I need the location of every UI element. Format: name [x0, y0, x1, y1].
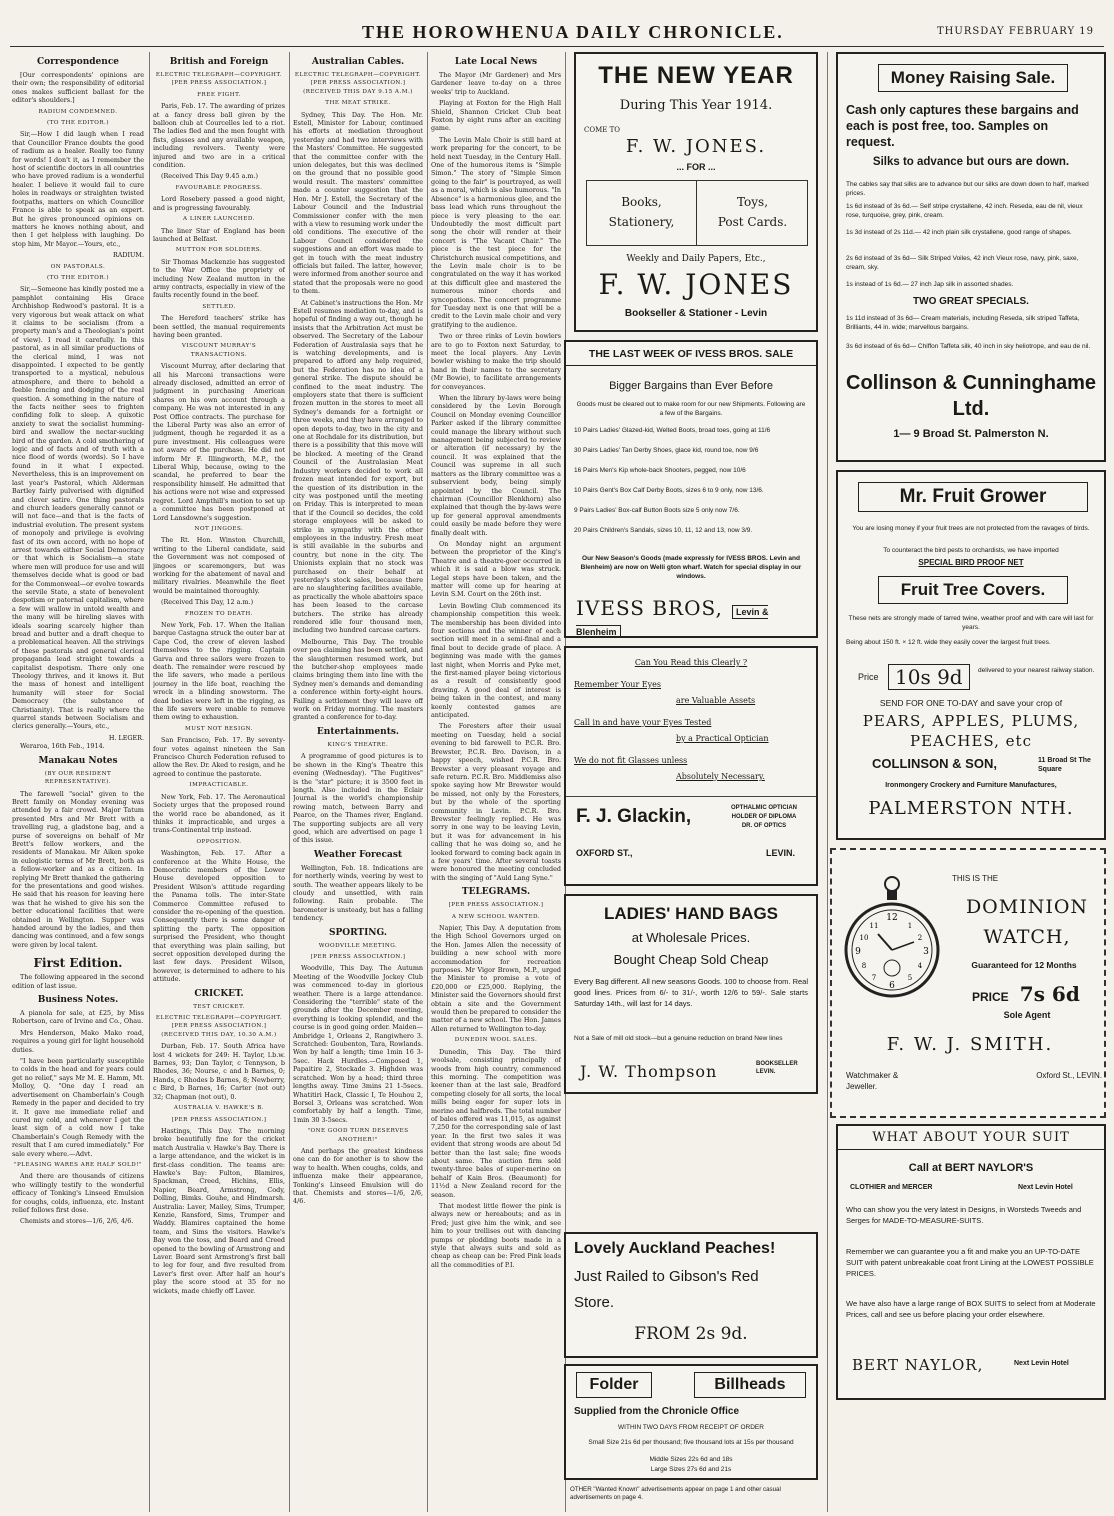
ad-street: OXFORD ST.,: [576, 848, 633, 858]
ad-firm-name: Collinson & Cunninghame: [846, 372, 1096, 394]
ad-fruits: PEACHES, etc: [910, 732, 1032, 750]
section-heading: Entertainments.: [316, 726, 400, 737]
article-title: ON PASTORALS.: [50, 263, 106, 270]
ad-subhead: Bought Cheap Sold Cheap: [613, 952, 769, 967]
ad-item: 9 Pairs Ladies' Box-calf Button Boots size 5 only now 7/6.: [574, 507, 740, 514]
ad-trade: CLOTHIER and MERCER: [850, 1184, 933, 1191]
article-body: Melbourne, This Day. The trouble over pea claiming has been settled, and the slaughtermen resumed work, but the butcher-shop employees made claims bringing them into line with the Sydney men's demands and demanding a conference within forty-eight hours. Failing a settlement they will leave off work on Friday morning. The masters granted a conference for to-day.: [293, 637, 423, 722]
ad-title-box: [878, 64, 1068, 92]
article-body: Playing at Foxton for the High Hall Shield, Shannon Cricket Club beat Foxton by eight runs after an exciting game.: [431, 99, 561, 133]
ad-text: You are losing money if your fruit trees are not protected from the ravages of birds.: [852, 525, 1090, 532]
ad-product: Post Cards.: [717, 215, 788, 229]
ad-title-bar: [838, 1126, 1104, 1150]
byline: (BY OUR RESIDENT REPRESENTATIVE).: [44, 770, 112, 786]
column-divider: [827, 52, 828, 1512]
section-heading: CRICKET.: [194, 988, 244, 999]
svg-text:6: 6: [889, 981, 895, 991]
ad-price-line: Middle Sizes 22s 6d and 18s: [649, 1456, 733, 1463]
article-body: That modest little flower the pink is always new or hereabouts; and as in Fred; just give him the wink, and see him to your trellises out with dancing pumps or plodding boots made in a style that always suits and sold as cheap as cheap can be: Fred Pink leads all the commodities of P.I.: [431, 1202, 561, 1269]
ad-title: Fruit Tree Covers.: [900, 580, 1046, 599]
section-heading: Weather Forecast: [313, 849, 403, 860]
ad-line: Absolutely Necessary.: [676, 772, 765, 781]
article-body: San Francisco, Feb. 17. By seventy-four votes against nineteen the San Francisco Church Federation refused to allow the Rev. Dr. Aked to resign, and he agreed to continue the pastorate.: [153, 736, 285, 778]
telegraph-notice: ELECTRIC TELEGRAPH—COPYRIGHT. [PER PRESS ASSOCIATION.] (RECEIVED THIS DAY 9.15 A.M.): [294, 72, 422, 95]
ad-text: Our New Season's Goods (made expressly for IVESS BROS. Levin and Blenheim) are now on Welli gton wharf. Watch for special display in our windows.: [580, 555, 802, 580]
section-heading: British and Foreign: [169, 57, 269, 67]
ad-body: We have also have a large range of BOX SUITS to select from at Moderate Prices, call and see us before placing your order elsewhere.: [846, 1299, 1096, 1319]
ad-hand-bags: [564, 894, 818, 1094]
signature: H. LEGER.: [108, 733, 144, 742]
ad-towns: Levin & Blenheim: [576, 607, 769, 637]
ad-title: Billheads: [714, 1376, 786, 1393]
ad-call: Call at BERT NAYLOR'S: [908, 1162, 1034, 1174]
ad-item: 30 Pairs Ladies' Tan Derby Shoes, glace kid, round toe, now 9/6: [574, 447, 759, 454]
article-body: Hastings, This Day. The morning broke beautifully fine for the cricket match Australia v. Hawke's Bay. There is a large attendance, and the wicket is in first-class condition. The teams are: Hawke's Bay: Fulton, Blamires, Spackman, Creed, Hichins, Ellis, Napier, Beard, Armstrong, Cody, Dolling, Bimks. Gouhe, and Hindmarsh. Australia: Laver, Mailey, Sims, Trumper, Kenzie, Ransford, Sims, Trumper and Waddy. Blamires captained the home team, and Sims the visitors. Hawke's Bay won the toss, and Beard and Creed opened to the bowling of Armstrong and Laver. Board sent Armstrong's first ball to leg for four, and five resulted from Laver's first over. After half an hour's play the score stood at 35 for no wickets, made chiefly off Laver.: [153, 1126, 285, 1295]
ad-subhead: Supplied from the Chronicle Office: [574, 1406, 740, 1417]
article-body: Sir,—Someone has kindly posted me a pamphlet containing His Grace Archbishop Redwood's pastoral. It is a very vigorous but weak attack on what it claims to be socialism (from a property man's and a Theologian's point of view). I read it carefully. In this pastoral, as in all similar productions of the clerical mind, I was not disappointed. I expected to be gently transported to a mystical, nebulous atmosphere, and there to behold a feeble fencing and dodging of the real question. A something in the nature of the facts neither sees to frighten confiding folk to sleep. A quixotic anxiety to swat the socialist humming-bird and swallow the nectar-sucking bird of the garden. A cold smothering of logic and of facts and of truth with a nice flood of words (words). So I have found in it what I expected. Nevertheless, this is an improvement on last year's Pastoral, which Alderman Bartley fairly pulverised with dignified and clever satire. One thing pastorals and church leaders generally cannot or will not face—and that is the facts of industrial evolution. The present system of monopoly and privilege is evolving fast of its own accord, with no hope of arrest towards either Social Democracy or that which is Socialism—a state where men will produce for use and will themselves decide what is good or bad for the Commonweal—or evolve towards the servile State, a state of benevolent despotism or paternal capitalism, where a few will wallow in untold wealth and the many will be hireling slaves with ideals soaring scarcely higher than bread and butter and a draft cheque to a problematical heaven. All the strivings of these pastorals and general clerical propaganda lead straight towards a capitalist despotism. There only one Theology thrives, and it knows it. But the mass of honest and intelligent humanity will steer for Social Democracy (the substance of Christianity). That is really where the quarrel stands between Socialism and clerics generally.—Yours, etc.,: [12, 285, 144, 731]
ad-price-label: PRICE: [972, 990, 1009, 1004]
ad-town: PALMERSTON NTH.: [868, 798, 1074, 819]
ad-line: Just Railed to Gibson's Red: [574, 1268, 759, 1285]
article-body: The Foresters after their usual meeting on Tuesday, held a social evening to bid farewell to P.C.R. Bro. Brewster, P.C.R. Bro. Davison, in a happy speech, wished P.C.R. Bro. Brewster a very pleasant voyage and safe return. P.C.R. Bro. Middlemiss also spoke saying how Mr Brewster would be missed, not only by the Foresters, but by the whole of the sporting community in Levin. P.C.R. Bro. Brewster feelingly replied. He was sorry in one way to be leaving Levin, but it was for advancement in his calling that he was doing so, and he looked forward to coming back again in a few years' time. After several toasts were honoured the meeting concluded with the singing of "Auld Lang Syne.": [431, 722, 561, 882]
to-editor: (TO THE EDITOR.): [46, 274, 109, 281]
article-body: Viscount Murray, after declaring that all his Marconi transactions were already disclosed, admitted an error of judgment in purchasing American shares on his own account through a company. He was not interested in any Post Office contracts. The purchase for the Liberal Party was also an error of judgment, though he regarded it as a pure investment. His colleagues were not aware of the purchase. He did not inform Mr F. Illingworth, M.P., the Liberal Whip, because, owing to the scandal, he preferred to bear the responsibility himself. He admitted that his actions were not wise and expressed regret. Lord Ampthill's motion to set up a committee has been postponed at Lord Lansdowne's suggestion.: [153, 362, 285, 522]
ad-firm-name: F. W. JONES: [598, 268, 794, 301]
ad-item: 10 Pairs Ladies' Glazed-kid, Welted Boots, broad toes, going at 11/6: [574, 427, 771, 434]
ad-price-line: Small Size 21s 6d per thousand; five thousand lots at 15s per thousand: [588, 1439, 794, 1446]
ad-title-box: [878, 576, 1068, 604]
pocket-watch-icon: [842, 870, 942, 1020]
ad-price: 7s 6d: [1019, 982, 1080, 1006]
ad-price-line: Large Sizes 27s 6d and 21s: [650, 1466, 732, 1473]
article-title: KING'S THEATRE.: [327, 741, 389, 748]
article-body: At Cabinet's instructions the Hon. Mr Estell resumes mediation to-day, and is hopeful of finding a way out, though he insists that the Arbitration Act must be observed. The Secretary of the Labour Federation of Australasia says that he is watching developments, and is prepared to afford any help required, but the Federation has no idea of a general strike. The dispute should be confined to the meat industry. The employers state that there is sufficient frozen mutton in the stores to meet all Sydney's demands for a fortnight or three weeks, and they have arranged to open depots to-day, two in the city and one at Rochdale for its distribution, but there is a possibility that this move will be blocked. A meeting of the Grand Council of the Australasian Meat Industry workers decided to work all frozen meat intended for export, but the question of its distribution in the city was postponed until the meeting on Friday. This is interpreted to mean that if the Council so decides, the cold storage employees will be asked to strike in sympathy with the other employees in the industry. Fresh meat is still available in the suburbs and country, but none in the city. The Unionists explain that no stock was purchased on their behalf at yesterday's stock sales, because there are no slaughtering facilities available, as practically the whole abattoirs space has been leased to the carcase butchers. The strike has already rendered idle four thousand men, including two hundred carcase carters.: [293, 298, 423, 635]
article-body: Sir,—How I did laugh when I read that Councillor France doubts the good of radium as a healer. Really too funny for words! I don't it, as I remember the host of scientific doctors in all countries who have proved radium is a wonderful healer. I believe it would fail to cure holes in roadways or straighten twisted footpaths, matters on which Councillor France is able to speak as an expert. But he gives pronounced opinions on matters he knows nothing about, and then I get helpless with laughing. Do stop him, Mr Mayor.—Yours, etc.,: [12, 130, 144, 248]
svg-text:4: 4: [917, 962, 923, 970]
received-note: (Received This Day, 12 a.m.): [161, 598, 254, 607]
ad-item: 2s 6d instead of 3s 6d— Silk Striped Voiles, 42 inch Vieux rose, navy, pink, saxe, cream, sky.: [846, 255, 1079, 271]
ad-ivess-bros: [564, 340, 818, 638]
article-title: AUSTRALIA V. HAWKE'S B.: [173, 1105, 265, 1112]
article-body: And there are thousands of citizens who willingly testify to the wonderful efficacy of Tonking's Linseed Emulsion for coughs, colds, influenza, etc. Instant relief follows first dose.: [12, 1172, 144, 1214]
masthead: [0, 22, 1114, 46]
ad-product: Stationery,: [608, 215, 675, 229]
article-body: "I have been particularly susceptible to colds in the head and for years could get no relief," says Mr M. E. Hamm, Mt. Molloy, Q. "One day I read an advertisement on Chamberlain's Cough Remedy in the paper and decided to try it. It gave me immediate relief and cured my cold, and whenever I get the least sign of a cold now I take Chamberlain's Cough Remedy with the result that I am cured immediately." For sale every where.—Advt.: [12, 1057, 144, 1158]
column-correspondence: [12, 52, 144, 1512]
newspaper-title: THE HOROWHENUA DAILY CHRONICLE.: [362, 22, 784, 42]
ad-price-row: [858, 664, 1098, 690]
ad-title: LADIES' HAND BAGS: [603, 904, 779, 923]
ad-line: are Valuable Assets: [676, 696, 756, 705]
ad-item: 16 Pairs Men's Kip whole-back Shooters, pegged, now 10/6: [574, 467, 746, 474]
article-body: Paris, Feb. 17. The awarding of prizes at a fancy dress ball given by the balloon club at Courcelles led to a riot. The ladies fled and the men fought with fists, glasses and any available weapon, including revolvers. Twenty were injured and two are in a critical condition.: [153, 102, 285, 170]
article-title: IMPRACTICABLE.: [189, 782, 249, 789]
ad-firm-name: F. J. Glackin,: [576, 806, 692, 827]
article-title: A LINER LAUNCHED.: [183, 216, 255, 223]
divider: [566, 796, 816, 797]
ad-money-raising-sale: [836, 52, 1106, 462]
ad-trade: BOOKSELLER LEVIN.: [756, 1061, 798, 1075]
ad-firm-ltd: Ltd.: [952, 398, 990, 420]
article-title: NOT JINGOES.: [194, 525, 244, 532]
ad-line: Remember Your Eyes: [574, 680, 662, 689]
column-australian-cables: [293, 52, 423, 1512]
article-title: DUNEDIN WOOL SALES.: [454, 1037, 538, 1044]
ad-firm-name: COLLINSON & SON,: [872, 756, 997, 771]
ad-credentials: [716, 804, 812, 831]
signature: RADIUM.: [112, 251, 144, 260]
ad-products-box: [586, 180, 808, 246]
ad-title: Money Raising Sale.: [890, 68, 1056, 87]
ad-glackin-optician: [564, 646, 818, 886]
article-body: A pianola for sale, at £25, by Miss Robertson, care of Irvine and Co., Ohau.: [12, 1009, 144, 1026]
article-title: "ONE GOOD TURN DESERVES ANOTHER!": [307, 1128, 409, 1143]
ad-body: Who can show you the very latest in Designs, in Worsteds Tweeds and Serges for MADE-TO-MEASURE-SUITS.: [846, 1205, 1082, 1225]
ad-title-box: [694, 1372, 806, 1398]
ad-title: THE NEW YEAR: [598, 62, 794, 89]
article-title: A NEW SCHOOL WANTED.: [451, 913, 541, 920]
ad-address: 11 Broad St The Square: [1038, 757, 1091, 773]
svg-text:2: 2: [917, 934, 923, 942]
ad-body: Remember we can guarantee you a fit and make you an UP-TO-DATE SUIT with patent unbreakable coat front Lining at the LOWEST POSSIBLE PRICES.: [846, 1247, 1094, 1278]
article-title: WOODVILLE MEETING.: [318, 942, 398, 949]
article-title: OPPOSITION.: [196, 838, 242, 845]
ad-lead: Cash only captures these bargains and each is post free, too. Samples on request.: [846, 103, 1079, 149]
ad-line: by a Practical Optician: [676, 734, 769, 743]
ad-firm-name: F. W. JONES.: [625, 136, 767, 157]
section-heading: Late Local News: [454, 57, 538, 67]
ad-text: delivered to your nearest railway station.: [978, 667, 1095, 674]
ad-footer: Bookseller & Stationer - Levin: [624, 308, 768, 319]
ad-note: Not a Sale of mill old stock—but a genuine reduction on brand New lines: [574, 1035, 783, 1042]
article-body: Wellington, Feb. 18. Indications are for northerly winds, veering by west to south. The weather appears likely to be cloudy and unsettled, with rain following. Rain probable. The barometer is unsteady, but has a falling tendency.: [293, 863, 423, 923]
ad-text: The cables say that silks are to advance but our silks are down down to half, marked prices.: [846, 181, 1089, 197]
ad-credential: HOLDER OF DIPLOMA: [731, 814, 797, 820]
ad-title: Lovely Auckland Peaches!: [574, 1240, 776, 1257]
article-body: A programme of good pictures is to be shown in the King's Theatre this evening (Wednesday). "The Fugitives" is the "star" picture; it is 3500 feet in length. Also included in the Eclair Journal is the world's championship rowing match, between Barry and Pearce, on the Thames river, England. The supporting subjects are all very good, which are advertised on page 1 of this issue.: [293, 752, 423, 845]
article-body: Durban, Feb. 17. South Africa have lost 4 wickets for 249: H. Taylor, l.b.w. Barnes, 93; Dan Taylor, c Tennyson, b Rhodes, 36; Nourse, c and b Barnes, 0; Hands, c Rhodes b Barnes, 8; Newberry, c Bird, b Barnes, 16; Carter (not out) 32; Chapman (not out), 0.: [153, 1042, 285, 1101]
ad-product: Toys,: [736, 195, 769, 209]
signature-place: Weraroa, 16th Feb., 1914.: [20, 742, 105, 751]
svg-text:8: 8: [861, 962, 867, 970]
column-late-local-news: [431, 52, 561, 1512]
column-divider: [149, 52, 150, 1512]
ad-price-label: Price: [858, 672, 879, 682]
article-body: When the library by-laws were being considered by the Levin Borough Council on Monday evening Councillor Parker asked if the library committee could manage the library without such management being subjected to review or alteration (if necessary) by the council. It was explained that the Council was supreme in all such matters as the library committee was a subservient body, being simply appointed by the Council. The chairman (Councillor Blenkhorn) also explained that though the by-laws were up for general approval amendments could easily be made before they were finally dealt with.: [431, 394, 561, 537]
article-title: VISCOUNT MURRAY'S TRANSACTIONS.: [181, 343, 257, 358]
ad-line: We do not fit Glasses unless: [574, 756, 688, 765]
article-title: FREE FIGHT.: [197, 91, 241, 98]
article-body: New York, Feb. 17. When the Italian barque Castagna struck the outer bar at Cape Cod, the crew of eleven lashed themselves to the rigging. Captain Garva and three sailors were frozen to death. The remainder were rescued by the life savers, who made a perilous journey in the life boat, reaching the wreck in a blinding snowstorm. The dead bodies were left in the rigging, as the life savers were unable to remove them owing to exhaustion.: [153, 620, 285, 722]
ad-location: Next Levin Hotel: [1018, 1184, 1073, 1191]
article-body: Two or three rinks of Levin bowlers are to go to Foxton next Saturday, to meet the local players. Any Levin bowler wishing to make the trip should hand in their names to the secretary (Mr Bowie), to facilitate arrangements for conveyances.: [431, 332, 561, 391]
article-body: Woodville, This Day. The Autumn Meeting of the Woodville Jockey Club was commenced to-day in glorious weather. There is a large attendance. Considering the "terrible" state of the grounds after the December meeting, everything is looking splendid, and the course is in good going order. Maiden—Ambridge 1, Orleans 2, Rangiwhero 3. Scratched: Goubenton, Tara, Rowlands. Won by half a length; time 1min 16 3-5sec. Hack Hurdles.—Composed 1, Papaitire 2, Stockade 3. Highden was scratched. Won by a head; third three lengths away. Time 3mins 21 1-5secs. Whatitiri Hack, Classic I, Te Houhou 2, Borsel 3, Orleans was scratched. Won comfortably by half a length. Time, 1min 30 3-5secs.: [293, 964, 423, 1124]
ad-title: WHAT ABOUT YOUR SUIT: [872, 1130, 1070, 1145]
article-title: RADIUM CONDEMNED.: [38, 108, 118, 115]
article-body: New York, Feb. 17. The Aeronautical Society urges that the proposed round the world race be abandoned, as it thinks it impracticable, and urges a trans-Continental trip instead.: [153, 792, 285, 835]
telegraph-notice: ELECTRIC TELEGRAPH—COPYRIGHT. [PER PRESS ASSOCIATION.] (RECEIVED THIS DAY, 10.30 A.M.): [155, 1015, 283, 1038]
ad-text: THIS IS THE: [952, 874, 999, 883]
ad-item: 1s 3d instead of 2s 11d.— 42 inch plain silk crystallene, good range of shapes.: [846, 229, 1072, 236]
ad-title-bar: [566, 342, 816, 366]
section-heading: Correspondence: [36, 57, 120, 67]
article-body: The Mayor (Mr Gardener) and Mrs Gardener leave to-day on a three weeks' trip to Auckland.: [431, 71, 561, 96]
section-heading: Manakau Notes: [38, 755, 118, 766]
ad-title-box: [858, 482, 1088, 512]
ad-address: 1— 9 Broad St. Palmerston N.: [893, 428, 1049, 440]
column-british-foreign: [153, 52, 285, 1512]
ad-credential: OPTHALMIC OPTICIAN: [731, 805, 797, 811]
article-body: Washington, Feb. 17. After a conference at the White House, the Democratic members of the Lower House developed opposition to President Wilson's attitude regarding the Panama tolls. The inter-State Commerce Committee refused to consider the re-opening of the question. Consequently there is some danger of splitting the party. The opposition surprised the President, who thought that everything was plain sailing, but secret opposition developed during the last few days. President Wilson, however, is determined to adhere to his attitude.: [153, 849, 285, 984]
article-body: The Hereford teachers' strike has been settled, the manual requirements having been granted.: [153, 314, 285, 339]
ad-location: Next Levin Hotel: [1014, 1360, 1069, 1367]
ad-item: 3s 6d instead of 6s 6d— Chiffon Taffeta silk, 40 inch in sky heliotrope, and eau de nil.: [846, 343, 1091, 350]
article-title: TEST CRICKET.: [193, 1003, 245, 1010]
ad-item: 20 Pairs Children's Sandals, sizes 10, 11, 12 and 13, now 3/9.: [574, 527, 753, 534]
ad-price-row: [972, 982, 1102, 1006]
section-heading: SPORTING.: [328, 927, 388, 938]
ad-highlight: SPECIAL BIRD PROOF NET: [918, 558, 1024, 567]
article-title: SETTLED.: [202, 303, 236, 310]
ad-text: Being about 150 ft. × 12 ft. wide they easily cover the largest fruit trees.: [846, 639, 1051, 646]
section-heading: Australian Cables.: [311, 57, 405, 67]
section-heading: TELEGRAMS.: [461, 887, 531, 898]
ad-subhead: TWO GREAT SPECIALS.: [913, 296, 1029, 307]
issue-date: THURSDAY FEBRUARY 19: [937, 26, 1094, 37]
ad-auckland-peaches: [564, 1232, 818, 1358]
ad-item: 1s 11d instead of 3s 6d— Cream materials, including Reseda, silk striped Taffeta, Brilliants, 44 in. wide; marvellous bargains.: [846, 315, 1080, 331]
ad-credential: DR. OF OPTICS: [741, 823, 787, 829]
ad-title: THE LAST WEEK OF IVESS BROS. SALE: [588, 348, 794, 360]
ad-line: Call in and have your Eyes Tested: [574, 718, 712, 727]
article-body: Dunedin, This Day. The third woolsale, consisting principally of woods from high country, commenced this morning. The competition was keener than at the last sale, Bradford competing closely for all sorts, the local mills being eager for super lots in merino and halfbreds. The total number of bales offered was 11,015, as against 7,250 for the corresponding sale of last year. In the first two sales it was evident that strong woods are about 5d better than the last sale; fine woods about same. The auction firm sold twenty-three bales of super-merino on behalf of Kain Bros. (Beaumont) for 11½d a New Zealand record for the season.: [431, 1047, 561, 1199]
ad-text: COME TO: [584, 126, 621, 134]
ad-products-left: [587, 181, 697, 245]
svg-text:5: 5: [907, 974, 913, 982]
article-body: The farewell "social" given to the Brett family on Monday evening was attended by a fair crowd. Major Tatum presented Mrs and Mr Brett with a travelling rug, a gladstone bag, and a purse of sovereigns on behalf of Mr Brett's fellow workers, and the residents of Manakau. Mr Aiken spoke in eulogistic terms of Mr Brett, both as a fellow-worker and as a citizen. In replying Mr Brett thanked the gathering for the presentations and good wishes. He said that his reason for leaving here was that he wished to give his son the better educational facilities that were obtained in Wellington. Supper was handed around by the ladies, and then dancing was continued, and a few songs were given by local talent.: [12, 789, 144, 949]
svg-text:3: 3: [923, 947, 929, 957]
ad-trade: Watchmaker & Jeweller.: [846, 1071, 899, 1091]
ad-text: These nets are strongly made of tarred twine, weather proof and with care will last for years.: [848, 615, 1094, 631]
ad-bert-naylor: [836, 1124, 1106, 1400]
article-body: The Levin Male Choir is still hard at work preparing for the concert, to be held next Tuesday, in the Century Hall. One of the humorous items is "Simple Simon." The story of "Simple Simon going to the fair" is pourtrayed, as well as a moral, which is also humorous. "In Absence" is a harmonious glee, and the bass lead which runs throughout the piece is very pleasing to the ear. Undoubtedly the most difficult part song the choir will render at their concert is "The Vacant Chair." The piece is the test piece for the Christchurch musical competitions, and the Levin male choir is to be congratulated on the way it has worked at this difficult glee and mastered the numerous minor chords and syncopations. The concert programme for Tuesday next is one that will be a credit to the Levin male choir and very gratifying to the audience.: [431, 135, 561, 329]
ad-firm-name: F. W. J. SMITH.: [886, 1034, 1054, 1055]
article-title: MUST NOT RESIGN.: [185, 725, 253, 732]
ad-title: Mr. Fruit Grower: [899, 486, 1047, 507]
section-heading: Business Notes.: [37, 995, 119, 1006]
disclaimer: [Our correspondents' opinions are their own; the responsibility of editorial ones makes sufficient ballast for the editor's shoulders.]: [12, 71, 144, 105]
ad-text: Sole Agent: [1003, 1010, 1051, 1020]
article-title: "PLEASING WARES ARE HALF SOLD!": [13, 1161, 143, 1168]
ad-body: Every Bag different. All new seasons Goods. 100 to choose from. Real good lines. Prices from 6/- to 31/-, worth 12/6 to 59/-. Sale starts Saturday 14th., will last for 14 days.: [574, 977, 808, 1008]
ad-text: WITHIN TWO DAYS FROM RECEIPT OF ORDER: [618, 1424, 764, 1431]
ad-footer: [576, 596, 806, 638]
ad-product: Books,: [621, 195, 662, 209]
article-title: MUTTON FOR SOLDIERS.: [175, 247, 263, 254]
ad-text: Ironmongery Crockery and Furniture Manufactures,: [885, 782, 1057, 789]
ad-subtitle: During This Year 1914.: [619, 98, 773, 113]
ad-fruit-grower: [836, 470, 1106, 840]
article-body: And perhaps the greatest kindness one can do for another is to show the way to health. When coughs, colds, and influenza make their appearance, Tonking's Linseed Emulsion will do that. Chemists and stores—1/6, 2/6, 4/6.: [293, 1146, 423, 1206]
column-divider: [289, 52, 290, 1512]
ad-dominion-watch: [830, 848, 1106, 1118]
article-body: Chemists and stores—1/6, 2/6, 4/6.: [20, 1217, 134, 1226]
article-body: The following appeared in the second edition of last issue.: [12, 973, 144, 990]
other-notice: OTHER "Wanted Known" advertisements appear on page 1 and other casual advertisements on page 4.: [570, 1486, 781, 1501]
ad-fruits: PEARS, APPLES, PLUMS,: [862, 712, 1080, 730]
ad-guarantee: Guaranteed for 12 Months: [971, 960, 1077, 970]
ad-title: Folder: [589, 1376, 639, 1393]
ad-firm-name: IVESS BROS,: [576, 596, 723, 620]
article-body: On Monday night an argument between the proprietor of the King's Theatre and a theatre-goer occurred in which it is said a blow was struck. Legal steps have been taken, and the matter will come up for hearing at Levin S.M. Court on the 26th inst.: [431, 539, 561, 599]
telegraph-notice: [PER PRESS ASSOCIATION.]: [310, 954, 406, 960]
ad-address: Oxford St., LEVIN.: [1036, 1071, 1102, 1080]
svg-text:11: 11: [869, 922, 879, 930]
ad-text: To counteract the bird pests to orchardists, we have imported: [883, 547, 1059, 554]
svg-text:7: 7: [871, 974, 877, 982]
article-title: THE MEAT STRIKE.: [325, 100, 391, 107]
ad-firm-name: J. W. Thompson: [580, 1062, 718, 1081]
section-heading: First Edition.: [33, 956, 123, 971]
telegraph-notice: ELECTRIC TELEGRAPH—COPYRIGHT. [PER PRESS ASSOCIATION.]: [155, 72, 283, 87]
ad-firm-name: BERT NAYLOR,: [852, 1356, 984, 1374]
ad-folder-billheads: [564, 1364, 818, 1480]
ad-product-name: WATCH,: [983, 926, 1071, 948]
ad-line: Store.: [574, 1294, 615, 1311]
svg-text:9: 9: [855, 947, 861, 957]
ad-item: 10 Pairs Gent's Box Calf Derby Boots, sizes 6 to 9 only, now 13/6.: [574, 487, 764, 494]
ad-fw-jones: [574, 52, 818, 332]
ad-text: Goods must be cleared out to make room for our new Shipments. Following are a few of the Bargains.: [576, 401, 806, 417]
received-note: (Received This Day 9.45 a.m.): [161, 172, 259, 181]
column-divider: [427, 52, 428, 1512]
masthead-rule: [10, 46, 1104, 47]
article-body: Mrs Henderson, Mako Mako road, requires a young girl for light household duties.: [12, 1028, 144, 1054]
svg-text:1: 1: [907, 922, 913, 930]
article-body: Levin Bowling Club commenced its championship competition this week. The membership has been divided into four sections and the winner of each section will meet in a semi-final and a final bout to decide grade of place. A beginning was made with the games last night, when Morris and Pyke met, the first-named player being victorious as a result of consistently good drawing. A good deal of interest is being taken in the contest, and many keenly contested games are anticipated.: [431, 601, 561, 720]
ad-line: Can You Read this Clearly ?: [634, 658, 748, 667]
svg-text:10: 10: [859, 934, 869, 942]
article-title: FROZEN TO DEATH.: [184, 610, 254, 617]
ad-text: ... FOR ...: [676, 162, 716, 172]
ad-town: LEVIN.: [766, 848, 796, 858]
to-editor: (TO THE EDITOR.): [46, 120, 109, 127]
telegraph-notice: [PER PRESS ASSOCIATION.]: [448, 902, 544, 909]
ad-item: 1s instead of 1s 6d.— 27 inch Jap silk in assorted shades.: [846, 281, 1014, 288]
ad-subhead: at Wholesale Prices.: [631, 930, 751, 945]
article-body: The liner Star of England has been launched at Belfast.: [153, 226, 285, 243]
ad-text: Weekly and Daily Papers, Etc.,: [626, 254, 766, 264]
ad-price: FROM 2s 9d.: [634, 1324, 748, 1344]
ad-item: 1s 6d instead of 3s 6d.— Self stripe crystallene, 42 inch. Reseda, eau de nil, vieux rose, turquoise, grey, pink, cream.: [846, 203, 1083, 219]
article-body: Sir Thomas Mackenzie has suggested to the War Office the propriety of including New Zealand mutton in the army contracts, especially in view of the faults recently found in the beef.: [153, 257, 285, 300]
article-body: Napier, This Day. A deputation from the High School Governors urged on the Hon. James Allen the necessity of building a new school with more accommodation for recreation purposes. Mr Vigor Brown, M.P., urged the Minister to promise a vote of £20,000 or £25,000. Replying, the Minister said the Governors should first obtain a site and the Government would then be prepared to consider the matter of a new school. The Hon. James Allen returned to Wellington to-day.: [431, 924, 561, 1033]
article-title: FAVOURABLE PROGRESS.: [175, 184, 263, 191]
ad-subhead: Silks to advance but ours are down.: [872, 156, 1070, 168]
article-body: The Rt. Hon. Winston Churchill, writing to the Liberal candidate, said the Government was not composed of jingoes or scaremongers, but was working for the abatement of naval and military rivalries. Meanwhile the fleet would be maintained thoroughly.: [153, 536, 285, 595]
article-body: Sydney, This Day. The Hon. Mr. Estell, Minister for Labour, continued his efforts at mediation throughout yesterday and had two interviews with the Masters' Committee. He suggested that the committee confer with the union delegates, but this was declined on the ground that no possible good would result. The masters' committee made a counter suggestion that the Hon. Mr J. Estell, the Secretary of the Labour Council and the Industrial Commissioner confer with the men with a view to resuming work under the old conditions. The executive of the Labour Council considered the suggestions and an effort was made to get in touch with the meat industry officials but failed. The latter, however, were informed from another source and stated that the proposals were no good to them.: [293, 110, 423, 296]
ad-title-box: [576, 1372, 652, 1398]
telegraph-notice: [PER PRESS ASSOCIATION.]: [171, 1116, 267, 1123]
article-body: Lord Rosebery passed a good night, and is progressing favourably.: [153, 195, 285, 212]
ad-product-name: DOMINION: [965, 896, 1089, 918]
ad-text: SEND FOR ONE TO-DAY and save your crop of: [879, 698, 1063, 708]
svg-text:12: 12: [886, 913, 898, 923]
ad-subhead: Bigger Bargains than Ever Before: [609, 380, 773, 392]
ad-price: 10s 9d: [888, 664, 970, 690]
